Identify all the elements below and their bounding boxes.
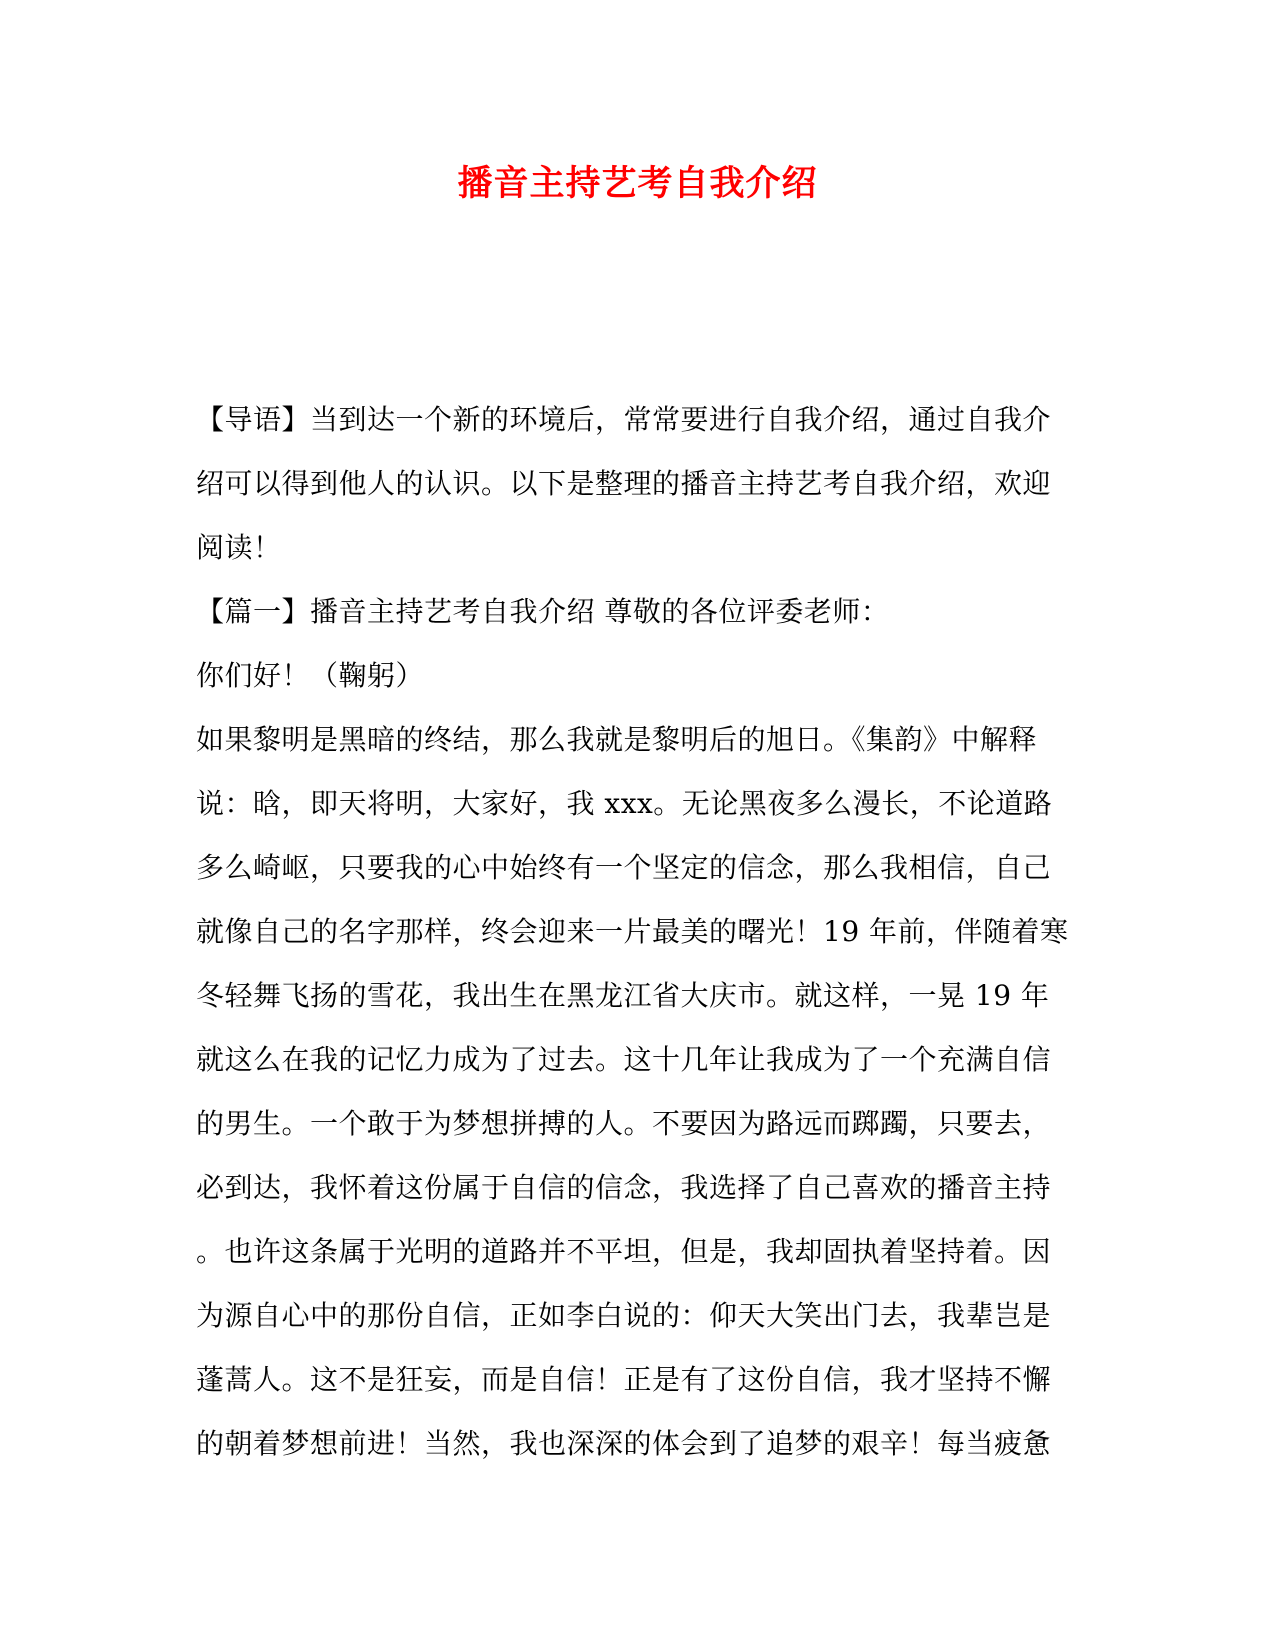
paragraph-line: 。也许这条属于光明的道路并不平坦，但是，我却固执着坚持着。因 [196, 1235, 1052, 1268]
paragraph-line: 绍可以得到他人的认识。以下是整理的播音主持艺考自我介绍，欢迎 [196, 467, 1052, 500]
section-heading-line: 【篇一】播音主持艺考自我介绍 尊敬的各位评委老师： [196, 595, 890, 628]
paragraph-line: 的朝着梦想前进！当然，我也深深的体会到了追梦的艰辛！每当疲惫 [196, 1427, 1052, 1460]
page-title: 播音主持艺考自我介绍 [457, 163, 818, 204]
paragraph-line: 就像自己的名字那样，终会迎来一片最美的曙光！19 年前，伴随着寒 [196, 915, 1069, 948]
paragraph-line: 你们好！（鞠躬） [196, 659, 425, 692]
document-body [196, 388, 1076, 1476]
paragraph-line: 为源自心中的那份自信，正如李白说的：仰天大笑出门去，我辈岂是 [196, 1299, 1052, 1332]
paragraph-line: 就这么在我的记忆力成为了过去。这十几年让我成为了一个充满自信 [196, 1043, 1052, 1076]
paragraph-line: 说：晗，即天将明，大家好，我 xxx。无论黑夜多么漫长，不论道路 [196, 787, 1053, 820]
paragraph-line: 【导语】当到达一个新的环境后，常常要进行自我介绍，通过自我介 [196, 403, 1052, 436]
paragraph-line: 的男生。一个敢于为梦想拼搏的人。不要因为路远而踯躅，只要去， [196, 1107, 1052, 1140]
paragraph-line: 阅读！ [196, 531, 282, 564]
paragraph-line: 多么崎岖，只要我的心中始终有一个坚定的信念，那么我相信，自己 [196, 851, 1052, 884]
paragraph-line: 蓬蒿人。这不是狂妄，而是自信！正是有了这份自信，我才坚持不懈 [196, 1363, 1052, 1396]
paragraph-line: 必到达，我怀着这份属于自信的信念，我选择了自己喜欢的播音主持 [196, 1171, 1052, 1204]
paragraph-line: 如果黎明是黑暗的终结，那么我就是黎明后的旭日。《集韵》中解释 [196, 723, 1038, 756]
paragraph-line: 冬轻舞飞扬的雪花，我出生在黑龙江省大庆市。就这样，一晃 19 年 [196, 979, 1050, 1012]
